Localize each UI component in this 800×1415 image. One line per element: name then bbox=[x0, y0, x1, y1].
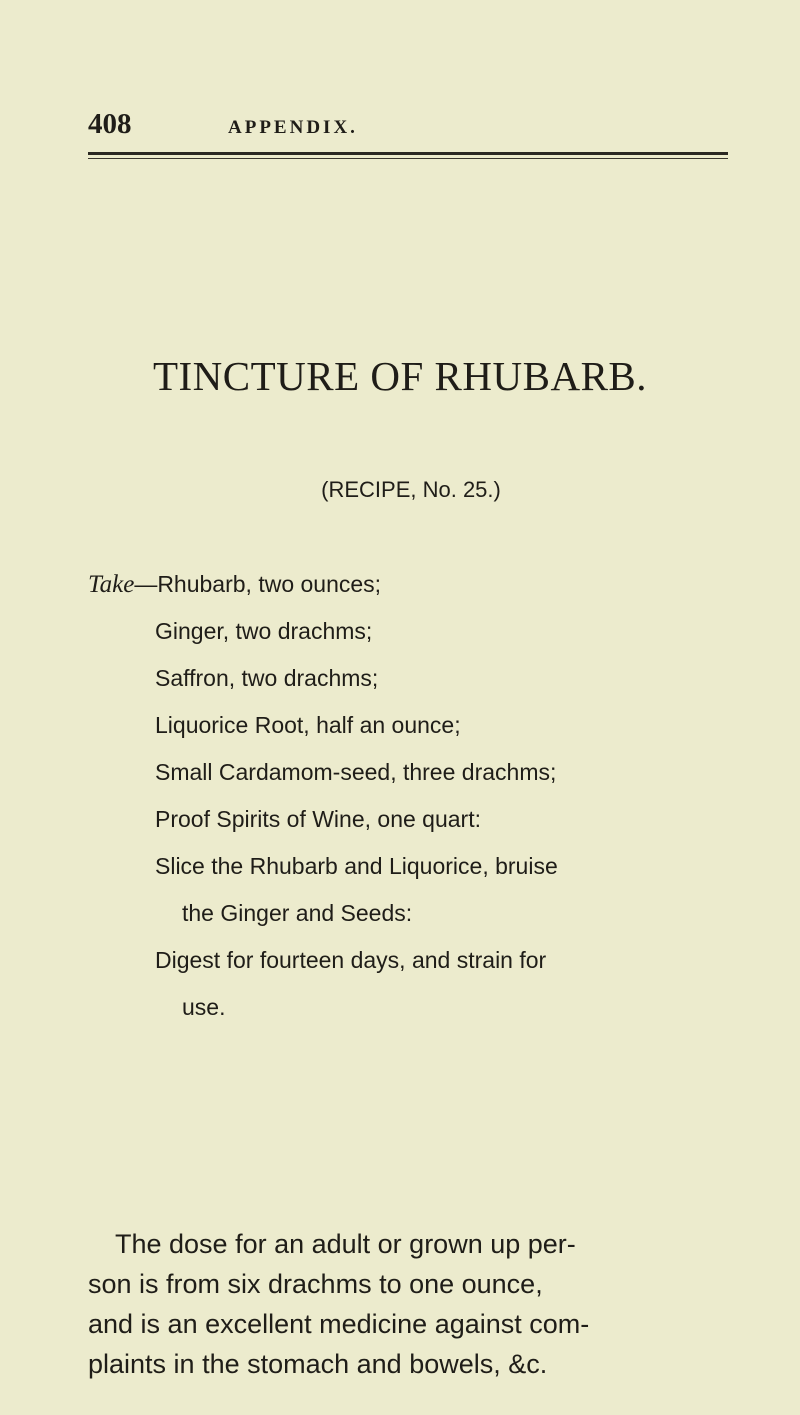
recipe-line: Ginger, two drachms; bbox=[155, 618, 373, 644]
page-title: TINCTURE OF RHUBARB. bbox=[152, 353, 648, 399]
section-label: APPENDIX. bbox=[228, 117, 358, 138]
header-rule-thin bbox=[88, 158, 728, 159]
header-rule-thick bbox=[88, 152, 728, 155]
take-word: Take bbox=[88, 571, 135, 598]
paragraph-line: son is from six drachms to one ounce, bbox=[88, 1269, 543, 1299]
paragraph-line: plaints in the stomach and bowels, &c. bbox=[88, 1349, 548, 1379]
recipe-line: Small Cardamom-seed, three drachms; bbox=[155, 759, 557, 785]
recipe-first-ingredient: —Rhubarb, two ounces; bbox=[134, 571, 382, 597]
recipe-line: Slice the Rhubarb and Liquorice, bruise bbox=[155, 853, 558, 879]
recipe-line: Digest for fourteen days, and strain for bbox=[155, 947, 547, 973]
recipe-list bbox=[88, 561, 748, 1031]
paragraph-line: The dose for an adult or grown up per- bbox=[115, 1229, 576, 1259]
dosage-paragraph bbox=[88, 1224, 728, 1384]
recipe-first-line bbox=[88, 561, 748, 608]
recipe-line: Liquorice Root, half an ounce; bbox=[155, 712, 461, 738]
recipe-number: (RECIPE, No. 25.) bbox=[321, 477, 501, 502]
page-number: 408 bbox=[88, 108, 132, 140]
recipe-line: Saffron, two drachms; bbox=[155, 665, 379, 691]
paragraph-line: and is an excellent medicine against com- bbox=[88, 1309, 590, 1339]
recipe-line: the Ginger and Seeds: bbox=[182, 900, 413, 926]
recipe-line: Proof Spirits of Wine, one quart: bbox=[155, 806, 481, 832]
recipe-line: use. bbox=[182, 994, 226, 1020]
running-head bbox=[88, 108, 728, 144]
